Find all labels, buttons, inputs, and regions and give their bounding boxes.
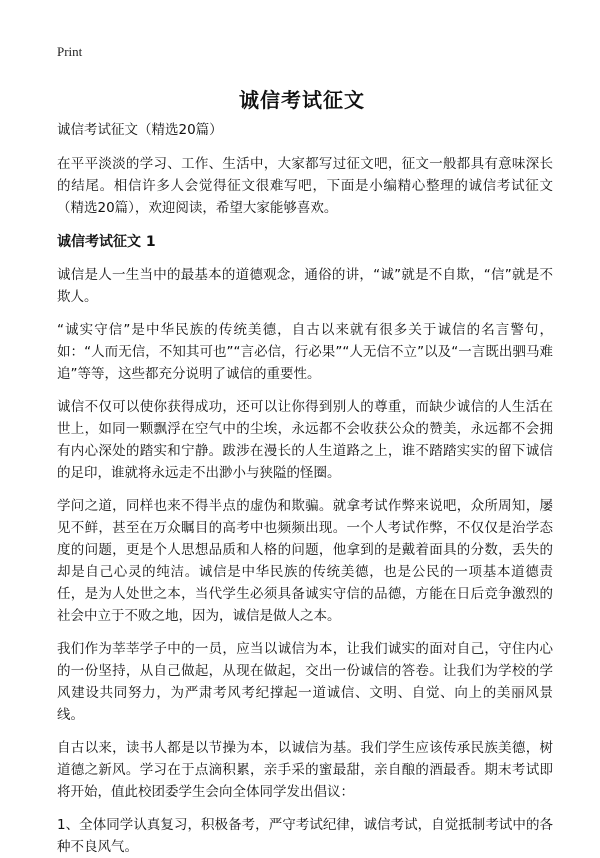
body-paragraph: 我们作为莘莘学子中的一员，应当以诚信为本，让我们诚实的面对自己，守住内心的一份坚持，从自己做起，从现在做起，交出一份诚信的答卷。让我们为学校的学风建设共同努力，为严肃考风考纪撑起一道诚信、文明、自觉、向上的美丽风景线。	[57, 641, 553, 723]
section-heading: 诚信考试征文 1	[57, 234, 156, 250]
body-paragraph: “诚实守信”是中华民族的传统美德，自古以来就有很多关于诚信的名言警句，如：“人而无信，不知其可也”“言必信，行必果”“人无信不立”以及“一言既出驷马难追”等等，这些都充分说明了诚信的重要性。	[57, 322, 553, 382]
list-item: 1、全体同学认真复习，积极备考，严守考试纪律，诚信考试，自觉抵制考试中的各种不良风气。	[57, 817, 553, 855]
article-body	[57, 120, 553, 858]
body-paragraph: 诚信不仅可以使你获得成功，还可以让你得到别人的尊重，而缺少诚信的人生活在世上，如同一颗飘浮在空气中的尘埃，永远都不会收获公众的赞美，永远都不会拥有内心深处的踏实和宁静。跋涉在漫长的人生道路之上，谁不踏踏实实的留下诚信的足印，谁就将永远走不出渺小与狭隘的怪圈。	[57, 399, 553, 481]
article-subtitle: 诚信考试征文（精选20篇）	[57, 122, 223, 138]
body-paragraph: 诚信是人一生当中的最基本的道德观念，通俗的讲，“诚”就是不自欺，“信”就是不欺人。	[57, 267, 553, 305]
print-link[interactable]: Print	[57, 44, 83, 59]
page-title: 诚信考试征文	[239, 88, 365, 112]
intro-paragraph: 在平平淡淡的学习、工作、生活中，大家都写过征文吧，征文一般都具有意味深长的结尾。相信许多人会觉得征文很难写吧，下面是小编精心整理的诚信考试征文（精选20篇），欢迎阅读，希望大家能够喜欢。	[57, 156, 553, 216]
body-paragraph: 自古以来，读书人都是以节操为本，以诚信为基。我们学生应该传承民族美德，树道德之新风。学习在于点滴积累，亲手采的蜜最甜，亲自酿的酒最香。期末考试即将开始，值此校团委学生会向全体同学发出倡议：	[57, 740, 553, 800]
body-paragraph: 学问之道，同样也来不得半点的虚伪和欺骗。就拿考试作弊来说吧，众所周知，屡见不鲜，甚至在万众瞩目的高考中也频频出现。一个人考试作弊，不仅仅是治学态度的问题，更是个人思想品质和人格的问题，他拿到的是戴着面具的分数，丢失的却是自己心灵的纯洁。诚信是中华民族的传统美德，也是公民的一项基本道德责任，是为人处世之本，当代学生必须具备诚实守信的品德，方能在日后竞争激烈的社会中立于不败之地，因为，诚信是做人之本。	[57, 498, 553, 624]
